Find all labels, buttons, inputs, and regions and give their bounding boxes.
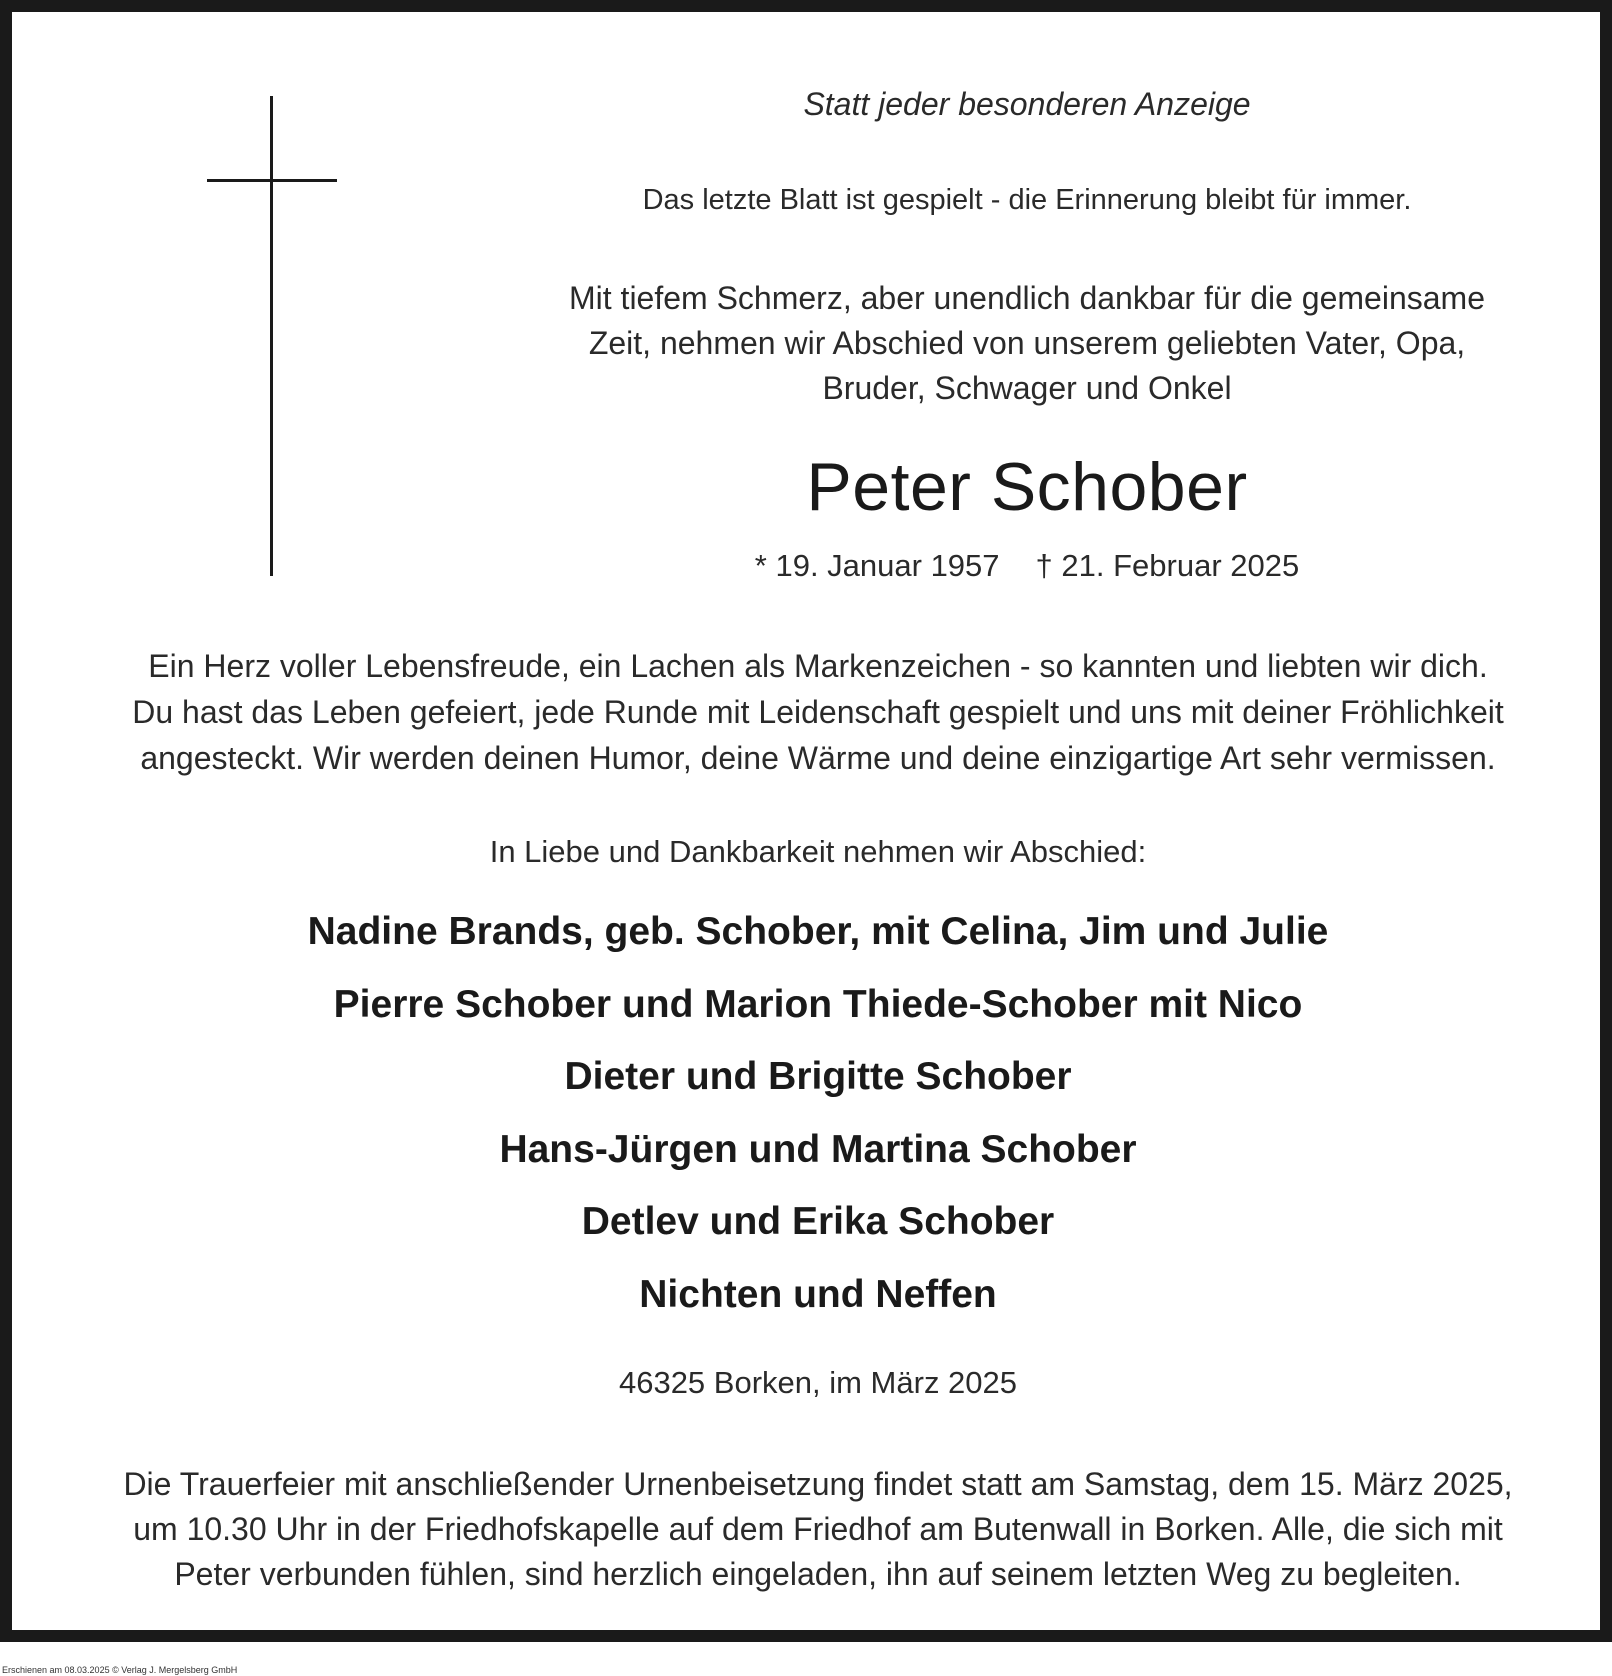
opening-quote: Das letzte Blatt ist gespielt - die Erinnerung bleibt für immer. — [642, 184, 1412, 216]
intro-line: Zeit, nehmen wir Abschied von unserem geliebten Vater, Opa, — [588, 325, 1466, 361]
intro-italic: Statt jeder besonderen Anzeige — [803, 86, 1251, 122]
tribute-line: Du hast das Leben gefeiert, jede Runde mit Leidenschaft gespielt und uns mit deiner Fröhlichkeit — [132, 694, 1504, 730]
publication-note: Erschienen am 08.03.2025 © Verlag J. Mergelsberg GmbH — [2, 1665, 238, 1675]
place-date: 46325 Borken, im März 2025 — [618, 1365, 1018, 1400]
mourner-entry: Dieter und Brigitte Schober — [564, 1055, 1072, 1098]
life-dates — [512, 548, 1542, 584]
service-line: um 10.30 Uhr in der Friedhofskapelle auf dem Friedhof am Butenwall in Borken. Alle, die sich mit — [133, 1511, 1503, 1547]
service-line: Die Trauerfeier mit anschließender Urnenbeisetzung findet statt am Samstag, dem 15. März 2025, — [123, 1466, 1513, 1502]
tribute-paragraph — [32, 643, 1604, 781]
service-details — [32, 1462, 1604, 1597]
farewell-intro: In Liebe und Dankbarkeit nehmen wir Abschied: — [489, 834, 1147, 869]
birth-date: * 19. Januar 1957 — [754, 548, 1000, 583]
intro-paragraph — [512, 276, 1542, 411]
mourner-entry: Hans-Jürgen und Martina Schober — [499, 1127, 1137, 1171]
deceased-name: Peter Schober — [806, 449, 1248, 525]
mourner-entry: Detlev und Erika Schober — [581, 1200, 1055, 1243]
service-line: Peter verbunden fühlen, sind herzlich eingeladen, ihn auf seinem letzten Weg zu begleiten. — [174, 1556, 1462, 1592]
mourners-list — [32, 896, 1604, 1331]
cross-icon — [207, 96, 337, 576]
mourner-entry: Nadine Brands, geb. Schober, mit Celina, Jim und Julie — [307, 910, 1329, 953]
mourner-entry: Nichten und Neffen — [639, 1272, 997, 1316]
tribute-line: angesteckt. Wir werden deinen Humor, deine Wärme und deine einzigartige Art sehr vermissen. — [140, 740, 1496, 776]
tribute-line: Ein Herz voller Lebensfreude, ein Lachen als Markenzeichen - so kannten und liebten wir dich. — [148, 648, 1488, 684]
intro-line: Mit tiefem Schmerz, aber unendlich dankbar für die gemeinsame — [569, 280, 1485, 316]
mourner-entry: Pierre Schober und Marion Thiede-Schober mit Nico — [333, 982, 1303, 1026]
death-date: † 21. Februar 2025 — [1035, 548, 1300, 583]
intro-line: Bruder, Schwager und Onkel — [822, 370, 1232, 406]
